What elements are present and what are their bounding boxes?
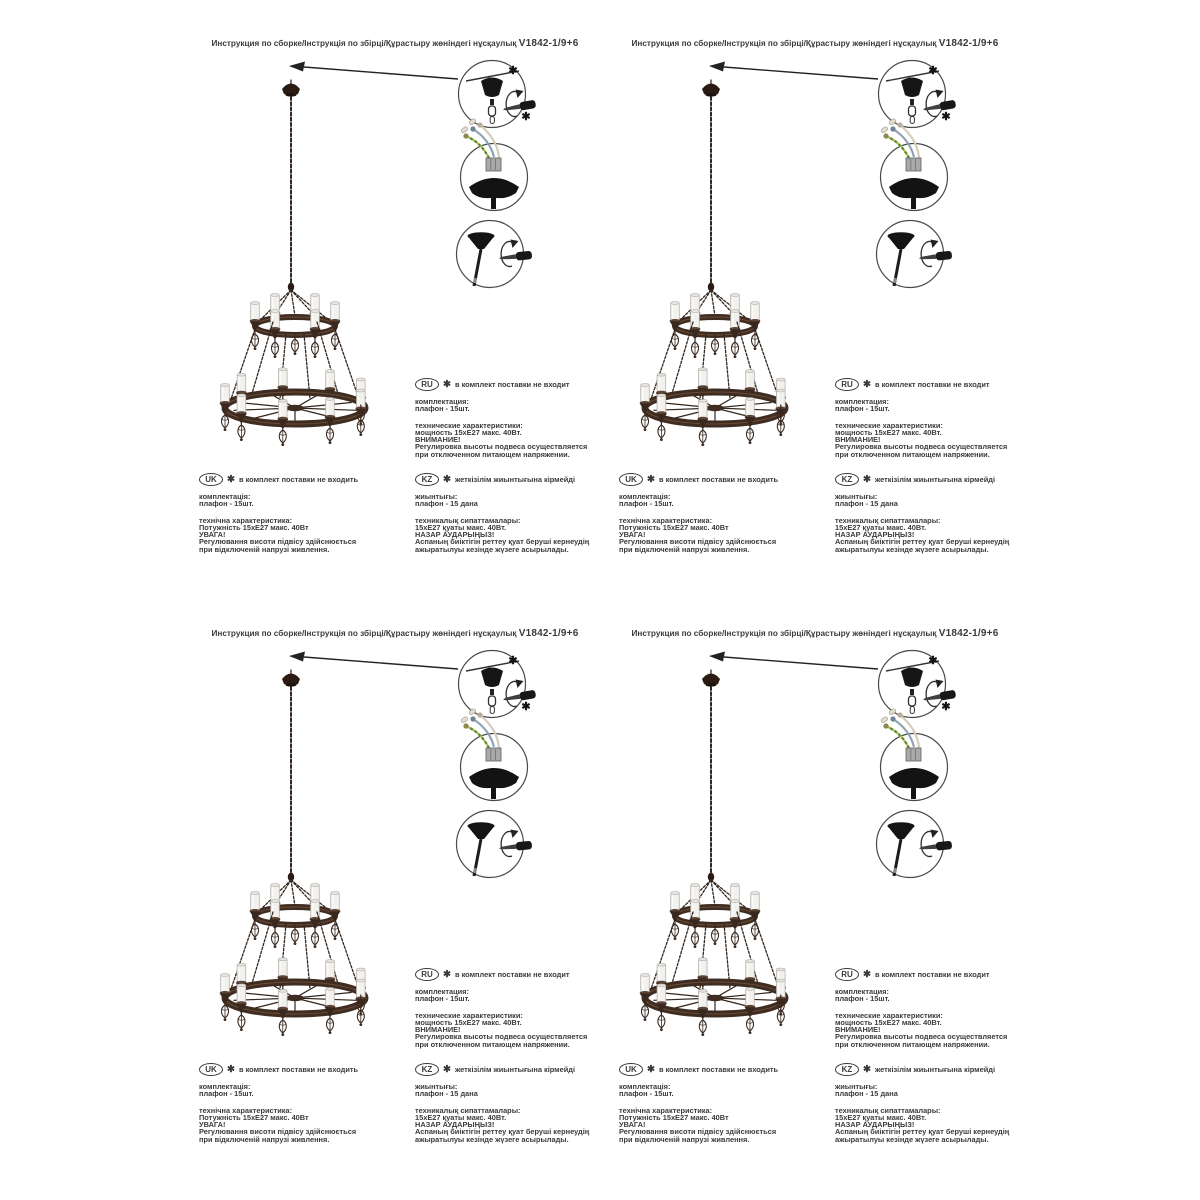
spec-line: ВНИМАНИЕ! bbox=[415, 1025, 461, 1035]
kit-note: жеткізілім жиынтығына кірмейді bbox=[874, 475, 996, 484]
spec-line: технические характеристики: bbox=[835, 1010, 943, 1020]
kit-line: жиынтығы: bbox=[415, 492, 458, 501]
spec-line: мощность 15хЕ27 макс. 40Вт. bbox=[835, 427, 942, 437]
spec-block bbox=[835, 422, 1023, 458]
asterisk-marker: ✱ bbox=[443, 473, 451, 485]
spec-line: УВАГА! bbox=[199, 530, 226, 540]
kit-line: комплектація: bbox=[619, 492, 671, 501]
spec-line: УВАГА! bbox=[619, 1120, 646, 1130]
section-kz-header bbox=[835, 473, 1023, 486]
section-ru bbox=[835, 968, 1023, 1048]
spec-block bbox=[619, 517, 824, 553]
spec-block bbox=[835, 1107, 1023, 1143]
lang-badge-ru: RU bbox=[415, 968, 439, 981]
spec-line: ажыратылуы кезінде жүзеге асырылады. bbox=[415, 1134, 569, 1144]
spec-line: ВНИМАНИЕ! bbox=[835, 435, 881, 445]
spec-block bbox=[415, 1012, 603, 1048]
kit-line: плафон - 15шт. bbox=[835, 404, 890, 414]
section-uk bbox=[619, 473, 824, 553]
spec-line: 15хЕ27 қуаты макс. 40Вт. bbox=[835, 522, 927, 532]
kit-note: в комплект поставки не входить bbox=[238, 475, 359, 484]
kit-line: плафон - 15 дана bbox=[835, 499, 898, 509]
sheet-title bbox=[605, 38, 1025, 49]
asterisk-marker: ✱ bbox=[863, 378, 871, 390]
kit-line: плафон - 15шт. bbox=[199, 1089, 254, 1099]
sheet-title bbox=[185, 38, 605, 49]
kit-line: жиынтығы: bbox=[835, 492, 878, 501]
canopy-mount-detail-icon bbox=[879, 61, 957, 128]
spec-line: технічна характеристика: bbox=[619, 1105, 713, 1115]
kit-line: комплектація: bbox=[619, 1082, 671, 1091]
title-text: Инструкция по сборке/Інструкція по збірці/Құрастыру жөніндегі нұсқаулық bbox=[631, 39, 937, 48]
kit-note: в комплект поставки не входит bbox=[454, 380, 570, 389]
kit-note: в комплект поставки не входит bbox=[874, 380, 990, 389]
callout-arrow-icon bbox=[709, 652, 878, 670]
height-adjust-detail-icon bbox=[877, 221, 953, 288]
spec-line: Аспаның биіктігін реттеу қуат беруші кернеудің bbox=[415, 537, 590, 547]
spec-line: Регулировка высоты подвеса осуществляется bbox=[835, 442, 1008, 452]
title-text: Инструкция по сборке/Інструкція по збірці/Құрастыру жөніндегі нұсқаулық bbox=[631, 629, 937, 638]
asterisk-marker: ✱ bbox=[928, 655, 938, 667]
kit-line: комплектація: bbox=[199, 1082, 251, 1091]
spec-line: при отключенном питающем напряжении. bbox=[415, 1039, 570, 1049]
spec-line: технічна характеристика: bbox=[199, 515, 293, 525]
spec-block bbox=[415, 422, 603, 458]
lang-badge-ru: RU bbox=[835, 968, 859, 981]
spec-line: мощность 15хЕ27 макс. 40Вт. bbox=[415, 427, 522, 437]
spec-line: техникалық сипаттамалары: bbox=[415, 515, 521, 525]
height-adjust-detail-icon bbox=[877, 811, 953, 878]
callout-arrow-icon bbox=[709, 62, 878, 80]
asterisk-marker: ✱ bbox=[863, 968, 871, 980]
spec-line: 15хЕ27 қуаты макс. 40Вт. bbox=[835, 1112, 927, 1122]
asterisk-marker: ✱ bbox=[443, 378, 451, 390]
kit-line: плафон - 15шт. bbox=[619, 1089, 674, 1099]
spec-line: ВНИМАНИЕ! bbox=[415, 435, 461, 445]
wiring-detail-icon bbox=[880, 708, 947, 800]
section-kz bbox=[835, 473, 1023, 553]
asterisk-marker: ✱ bbox=[508, 65, 518, 77]
section-uk-header bbox=[199, 473, 404, 486]
asterisk-marker: ✱ bbox=[647, 1063, 655, 1075]
spec-line: при отключенном питающем напряжении. bbox=[415, 449, 570, 459]
spec-line: при відключеній напрузі живлення. bbox=[619, 544, 750, 554]
instruction-sheet bbox=[605, 30, 1025, 618]
lang-badge-ru: RU bbox=[415, 378, 439, 391]
callout-arrow-icon bbox=[289, 652, 458, 670]
spec-line: технічна характеристика: bbox=[619, 515, 713, 525]
section-uk bbox=[199, 1063, 404, 1143]
asterisk-marker: ✱ bbox=[647, 473, 655, 485]
model-number: V1842-1/9+6 bbox=[518, 38, 579, 49]
model-number: V1842-1/9+6 bbox=[938, 628, 999, 639]
spec-line: НАЗАР АУДАРЫҢЫЗ! bbox=[415, 1120, 495, 1130]
spec-line: Регулювання висоти підвісу здійснюється bbox=[199, 537, 357, 547]
asterisk-marker: ✱ bbox=[863, 1063, 871, 1075]
asterisk-marker: ✱ bbox=[227, 473, 235, 485]
section-uk-header bbox=[619, 473, 824, 486]
section-ru bbox=[835, 378, 1023, 458]
kit-line: плафон - 15 дана bbox=[415, 1089, 478, 1099]
sheet-title bbox=[185, 628, 605, 639]
wiring-detail-icon bbox=[880, 118, 947, 210]
kit-line: жиынтығы: bbox=[835, 1082, 878, 1091]
asterisk-marker: ✱ bbox=[941, 701, 951, 713]
spec-line: при відключеній напрузі живлення. bbox=[199, 1134, 330, 1144]
asterisk-marker: ✱ bbox=[521, 111, 531, 123]
spec-line: ВНИМАНИЕ! bbox=[835, 1025, 881, 1035]
canopy-mount-detail-icon bbox=[459, 61, 537, 128]
spec-line: Регулювання висоти підвісу здійснюється bbox=[199, 1127, 357, 1137]
wiring-detail-icon bbox=[460, 708, 527, 800]
section-uk bbox=[619, 1063, 824, 1143]
section-kz-header bbox=[415, 1063, 603, 1076]
spec-line: технические характеристики: bbox=[835, 420, 943, 430]
spec-block bbox=[199, 1107, 404, 1143]
spec-line: УВАГА! bbox=[619, 530, 646, 540]
canopy-mount-detail-icon bbox=[879, 651, 957, 718]
asterisk-marker: ✱ bbox=[941, 111, 951, 123]
spec-line: Потужність 15хЕ27 макс. 40Вт bbox=[199, 1112, 309, 1122]
spec-line: УВАГА! bbox=[199, 1120, 226, 1130]
spec-line: техникалық сипаттамалары: bbox=[835, 515, 941, 525]
spec-line: Аспаның биіктігін реттеу қуат беруші кернеудің bbox=[415, 1127, 590, 1137]
chandelier-drawing bbox=[220, 80, 367, 446]
spec-block bbox=[619, 1107, 824, 1143]
chandelier-drawing bbox=[220, 670, 367, 1036]
spec-line: НАЗАР АУДАРЫҢЫЗ! bbox=[835, 1120, 915, 1130]
spec-block bbox=[835, 1012, 1023, 1048]
title-text: Инструкция по сборке/Інструкція по збірці/Құрастыру жөніндегі нұсқаулық bbox=[211, 39, 517, 48]
kit-note: жеткізілім жиынтығына кірмейді bbox=[874, 1065, 996, 1074]
kit-note: в комплект поставки не входит bbox=[454, 970, 570, 979]
kit-note: в комплект поставки не входить bbox=[238, 1065, 359, 1074]
instruction-sheet bbox=[185, 620, 605, 1200]
asterisk-marker: ✱ bbox=[863, 473, 871, 485]
lang-badge-kz: KZ bbox=[415, 473, 439, 486]
spec-line: Регулювання висоти підвісу здійснюється bbox=[619, 1127, 777, 1137]
kit-line: жиынтығы: bbox=[415, 1082, 458, 1091]
spec-line: ажыратылуы кезінде жүзеге асырылады. bbox=[835, 1134, 989, 1144]
spec-block bbox=[415, 1107, 603, 1143]
section-kz bbox=[415, 1063, 603, 1143]
asterisk-marker: ✱ bbox=[443, 1063, 451, 1075]
asterisk-marker: ✱ bbox=[928, 65, 938, 77]
lang-badge-kz: KZ bbox=[835, 473, 859, 486]
kit-line: плафон - 15шт. bbox=[619, 499, 674, 509]
spec-line: Регулювання висоти підвісу здійснюється bbox=[619, 537, 777, 547]
spec-line: НАЗАР АУДАРЫҢЫЗ! bbox=[415, 530, 495, 540]
lang-badge-uk: UK bbox=[199, 473, 223, 486]
spec-line: Регулировка высоты подвеса осуществляется bbox=[415, 442, 588, 452]
section-ru-header bbox=[835, 378, 1023, 391]
section-uk-header bbox=[619, 1063, 824, 1076]
spec-line: Потужність 15хЕ27 макс. 40Вт bbox=[619, 522, 729, 532]
spec-line: техникалық сипаттамалары: bbox=[415, 1105, 521, 1115]
section-kz-header bbox=[835, 1063, 1023, 1076]
spec-line: НАЗАР АУДАРЫҢЫЗ! bbox=[835, 530, 915, 540]
kit-line: плафон - 15шт. bbox=[415, 404, 470, 414]
section-ru-header bbox=[415, 968, 603, 981]
kit-line: плафон - 15шт. bbox=[415, 994, 470, 1004]
section-ru-header bbox=[835, 968, 1023, 981]
height-adjust-detail-icon bbox=[457, 811, 533, 878]
wiring-detail-icon bbox=[460, 118, 527, 210]
spec-line: Регулировка высоты подвеса осуществляется bbox=[415, 1032, 588, 1042]
spec-line: технические характеристики: bbox=[415, 420, 523, 430]
lang-badge-uk: UK bbox=[619, 473, 643, 486]
spec-line: ажыратылуы кезінде жүзеге асырылады. bbox=[835, 544, 989, 554]
asterisk-marker: ✱ bbox=[443, 968, 451, 980]
spec-line: ажыратылуы кезінде жүзеге асырылады. bbox=[415, 544, 569, 554]
section-kz bbox=[415, 473, 603, 553]
spec-line: при відключеній напрузі живлення. bbox=[199, 544, 330, 554]
lang-badge-uk: UK bbox=[619, 1063, 643, 1076]
spec-line: 15хЕ27 қуаты макс. 40Вт. bbox=[415, 522, 507, 532]
section-ru bbox=[415, 968, 603, 1048]
kit-line: плафон - 15шт. bbox=[199, 499, 254, 509]
kit-line: комплектація: bbox=[199, 492, 251, 501]
spec-block bbox=[199, 517, 404, 553]
spec-line: 15хЕ27 қуаты макс. 40Вт. bbox=[415, 1112, 507, 1122]
section-kz-header bbox=[415, 473, 603, 486]
spec-line: технические характеристики: bbox=[415, 1010, 523, 1020]
spec-line: Аспаның биіктігін реттеу қуат беруші кернеудің bbox=[835, 1127, 1010, 1137]
height-adjust-detail-icon bbox=[457, 221, 533, 288]
chandelier-drawing bbox=[640, 670, 787, 1036]
lang-badge-kz: KZ bbox=[835, 1063, 859, 1076]
section-uk bbox=[199, 473, 404, 553]
kit-note: жеткізілім жиынтығына кірмейді bbox=[454, 1065, 576, 1074]
title-text: Инструкция по сборке/Інструкція по збірці/Құрастыру жөніндегі нұсқаулық bbox=[211, 629, 517, 638]
spec-line: мощность 15хЕ27 макс. 40Вт. bbox=[835, 1017, 942, 1027]
instruction-sheet bbox=[185, 30, 605, 618]
kit-note: в комплект поставки не входить bbox=[658, 1065, 779, 1074]
asterisk-marker: ✱ bbox=[227, 1063, 235, 1075]
spec-line: техникалық сипаттамалары: bbox=[835, 1105, 941, 1115]
spec-block bbox=[415, 517, 603, 553]
section-ru-header bbox=[415, 378, 603, 391]
kit-line: плафон - 15 дана bbox=[415, 499, 478, 509]
kit-line: плафон - 15шт. bbox=[835, 994, 890, 1004]
spec-line: Аспаның биіктігін реттеу қуат беруші кернеудің bbox=[835, 537, 1010, 547]
lang-badge-ru: RU bbox=[835, 378, 859, 391]
model-number: V1842-1/9+6 bbox=[518, 628, 579, 639]
lang-badge-uk: UK bbox=[199, 1063, 223, 1076]
canopy-mount-detail-icon bbox=[459, 651, 537, 718]
spec-line: технічна характеристика: bbox=[199, 1105, 293, 1115]
kit-line: плафон - 15 дана bbox=[835, 1089, 898, 1099]
kit-line: комплектация: bbox=[835, 397, 889, 406]
kit-note: жеткізілім жиынтығына кірмейді bbox=[454, 475, 576, 484]
section-uk-header bbox=[199, 1063, 404, 1076]
spec-line: при отключенном питающем напряжении. bbox=[835, 449, 990, 459]
chandelier-drawing bbox=[640, 80, 787, 446]
lang-badge-kz: KZ bbox=[415, 1063, 439, 1076]
spec-line: при відключеній напрузі живлення. bbox=[619, 1134, 750, 1144]
kit-line: комплектация: bbox=[415, 987, 469, 996]
spec-line: Регулировка высоты подвеса осуществляется bbox=[835, 1032, 1008, 1042]
kit-line: комплектация: bbox=[415, 397, 469, 406]
section-kz bbox=[835, 1063, 1023, 1143]
instruction-sheet bbox=[605, 620, 1025, 1200]
spec-line: при отключенном питающем напряжении. bbox=[835, 1039, 990, 1049]
kit-line: комплектация: bbox=[835, 987, 889, 996]
spec-line: Потужність 15хЕ27 макс. 40Вт bbox=[619, 1112, 729, 1122]
spec-line: Потужність 15хЕ27 макс. 40Вт bbox=[199, 522, 309, 532]
kit-note: в комплект поставки не входить bbox=[658, 475, 779, 484]
asterisk-marker: ✱ bbox=[508, 655, 518, 667]
spec-block bbox=[835, 517, 1023, 553]
sheet-title bbox=[605, 628, 1025, 639]
kit-note: в комплект поставки не входит bbox=[874, 970, 990, 979]
callout-arrow-icon bbox=[289, 62, 458, 80]
model-number: V1842-1/9+6 bbox=[938, 38, 999, 49]
asterisk-marker: ✱ bbox=[521, 701, 531, 713]
section-ru bbox=[415, 378, 603, 458]
spec-line: мощность 15хЕ27 макс. 40Вт. bbox=[415, 1017, 522, 1027]
